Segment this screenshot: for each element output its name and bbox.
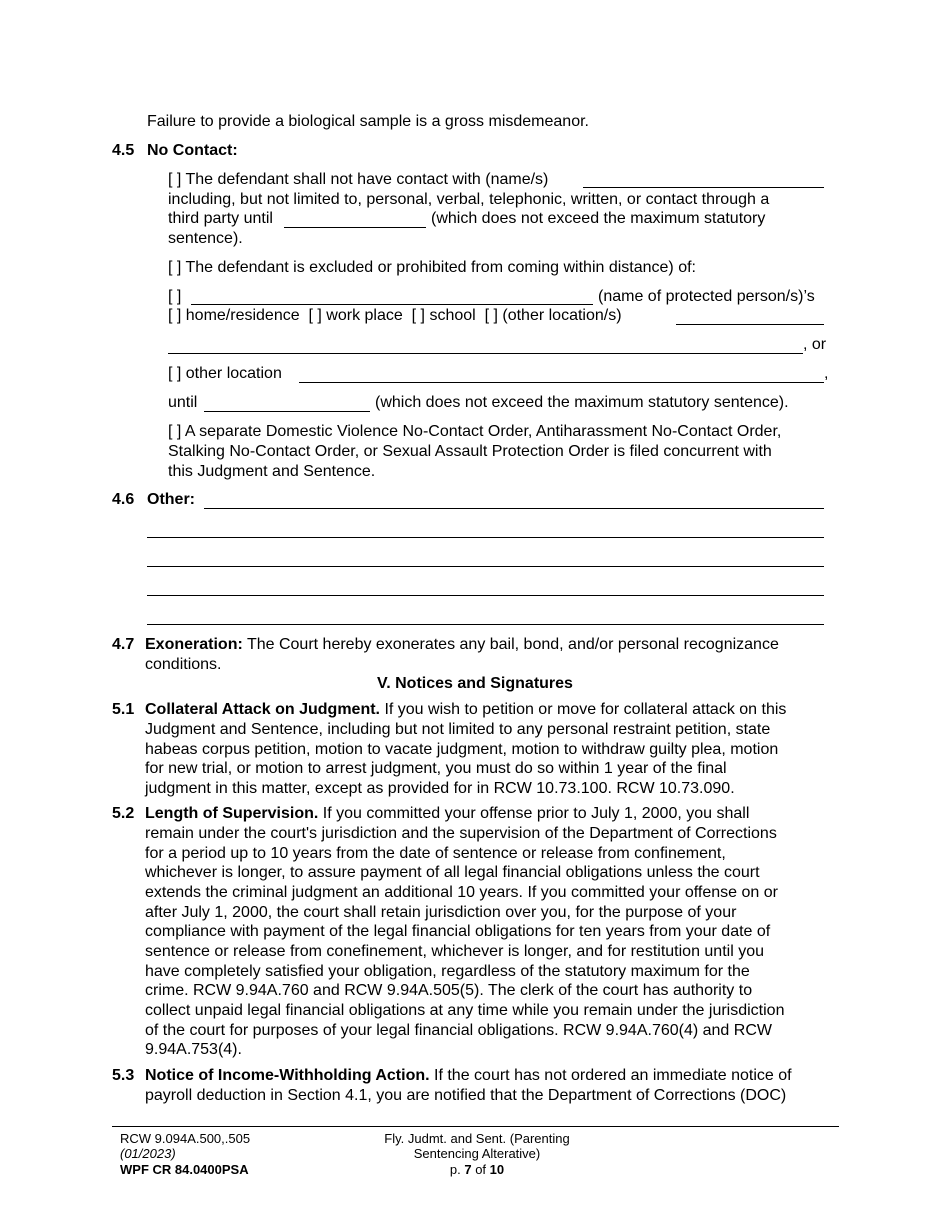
section-5-1-line: Judgment and Sentence, including but not limited to any personal restraint petition, state [145, 721, 771, 738]
section-5-2-title: Length of Supervision. [145, 805, 319, 822]
separate-order-line-1[interactable]: [ ] A separate Domestic Violence No-Contact Order, Antiharassment No-Contact Order, [168, 423, 782, 440]
section-5-1-number: 5.1 [112, 701, 135, 718]
section-5-2-line: collect unpaid legal financial obligations at any time while you remain under the jurisdiction [145, 1002, 785, 1019]
section-5-2-line: of the court for purposes of your legal financial obligations. RCW 9.94A.760(4) and RCW [145, 1022, 772, 1039]
section-5-2-line: compliance with payment of the legal financial obligations for ten years from your date of [145, 923, 771, 940]
section-4-7-line-1 [145, 635, 779, 655]
section-5-2-line: for a period up to 10 years from the date of sentence or release from confinement, [145, 845, 726, 862]
section-4-7-title: Exoneration: [145, 636, 243, 653]
section-v-heading: V. Notices and Signatures [377, 675, 573, 692]
footer-date: (01/2023) [120, 1146, 176, 1161]
section-5-1-line: for new trial, or motion to arrest judgment, you must do so within 1 year of the final [145, 760, 727, 777]
section-5-2-line: 9.94A.753(4). [145, 1041, 242, 1058]
no-contact-third-party-label: third party until [168, 210, 273, 227]
section-5-3-text: If the court has not ordered an immediate notice of [429, 1067, 792, 1084]
section-5-1-text: If you wish to petition or move for collateral attack on this [380, 701, 787, 718]
section-5-2-line: whichever is longer, to assure payment of all legal financial obligations unless the court [145, 864, 760, 881]
section-5-3-line-1 [145, 1066, 792, 1086]
no-contact-until-field[interactable] [284, 227, 426, 228]
section-4-7-line-2: conditions. [145, 656, 222, 673]
section-4-5-title: No Contact: [147, 142, 238, 159]
separate-order-line-2: Stalking No-Contact Order, or Sexual Assault Protection Order is filed concurrent with [168, 443, 772, 460]
protected-person-checkbox[interactable]: [ ] [168, 288, 182, 305]
section-5-2-text: If you committed your offense prior to July 1, 2000, you shall [318, 805, 750, 822]
section-5-2-line: extends the criminal judgment an additional 10 years. If you committed your offense on or [145, 884, 778, 901]
section-5-2-line: remain under the court's jurisdiction and the supervision of the Department of Corrections [145, 825, 777, 842]
other-location-checkbox[interactable]: [ ] other location [168, 365, 282, 382]
location-options[interactable]: [ ] home/residence [ ] work place [ ] school [ ] (other location/s) [168, 307, 622, 324]
exclusion-until-field[interactable] [204, 411, 370, 412]
section-5-3-number: 5.3 [112, 1067, 135, 1084]
other-field-line-1[interactable] [204, 508, 824, 509]
section-4-7-text: The Court hereby exonerates any bail, bond, and/or personal recognizance [242, 636, 779, 653]
section-5-2-line: sentence or release from conefinement, whichever is longer, and for restitution until you [145, 943, 764, 960]
until-label: until [168, 394, 198, 411]
protected-person-label: (name of protected person/s)’s [598, 288, 815, 305]
section-4-7-number: 4.7 [112, 636, 135, 653]
footer-title-1: Fly. Judmt. and Sent. (Parenting [384, 1131, 570, 1146]
other-location-field[interactable] [299, 382, 824, 383]
no-contact-name-label: [ ] The defendant shall not have contact with (name/s) [168, 171, 549, 188]
no-contact-name-field[interactable] [583, 187, 824, 188]
protected-person-field[interactable] [191, 304, 593, 305]
exclusion-statement: [ ] The defendant is excluded or prohibited from coming within distance) of: [168, 259, 696, 276]
or-label: , or [803, 336, 827, 353]
section-5-3-line: payroll deduction in Section 4.1, you are notified that the Department of Corrections (DOC) [145, 1087, 787, 1104]
section-5-2-line-1 [145, 804, 749, 824]
section-5-2-line: have completely satisfied your obligation, regardless of the statutory maximum for the [145, 963, 750, 980]
page-prefix: p. [449, 1162, 465, 1177]
footer-rule [112, 1126, 839, 1127]
other-field-line-5[interactable] [147, 624, 824, 625]
separate-order-line-3: this Judgment and Sentence. [168, 463, 376, 480]
section-5-3-title: Notice of Income-Withholding Action. [145, 1067, 430, 1084]
other-field-line-4[interactable] [147, 595, 824, 596]
section-5-1-title: Collateral Attack on Judgment. [145, 701, 380, 718]
section-5-2-number: 5.2 [112, 805, 135, 822]
no-contact-line-b: including, but not limited to, personal, verbal, telephonic, written, or contact through a [168, 191, 770, 208]
section-5-1-line: judgment in this matter, except as provided for in RCW 10.73.100. RCW 10.73.090. [145, 780, 735, 797]
footer-form-number: WPF CR 84.0400PSA [120, 1162, 249, 1177]
footer-rcw: RCW 9.094A.500,.505 [120, 1131, 251, 1146]
other-field-line-3[interactable] [147, 566, 824, 567]
footer-title-2: Sentencing Alterative) [413, 1146, 541, 1161]
other-field-line-2[interactable] [147, 537, 824, 538]
footer-page-number [362, 1162, 592, 1177]
section-5-1-line: habeas corpus petition, motion to vacate judgment, motion to withdraw guilty plea, motion [145, 741, 779, 758]
section-5-1-line-1 [145, 700, 786, 720]
other-locations-field[interactable] [676, 324, 824, 325]
comma-label: , [824, 365, 829, 382]
page-current: 7 [464, 1162, 472, 1177]
no-contact-line-d: sentence). [168, 230, 243, 247]
no-contact-line-c-tail: (which does not exceed the maximum statutory [431, 210, 766, 227]
page-of: of [471, 1162, 490, 1177]
other-locations-field-2[interactable] [168, 353, 803, 354]
section-4-6-title: Other: [147, 491, 195, 508]
section-4-6-number: 4.6 [112, 491, 135, 508]
section-4-5-number: 4.5 [112, 142, 135, 159]
section-5-2-line: after July 1, 2000, the court shall retain jurisdiction over you, for the purpose of your [145, 904, 737, 921]
intro-line: Failure to provide a biological sample is a gross misdemeanor. [147, 113, 589, 130]
until-tail: (which does not exceed the maximum statutory sentence). [375, 394, 789, 411]
section-5-2-line: crime. RCW 9.94A.760 and RCW 9.94A.505(5). The clerk of the court has authority to [145, 982, 753, 999]
page-total: 10 [489, 1162, 505, 1177]
